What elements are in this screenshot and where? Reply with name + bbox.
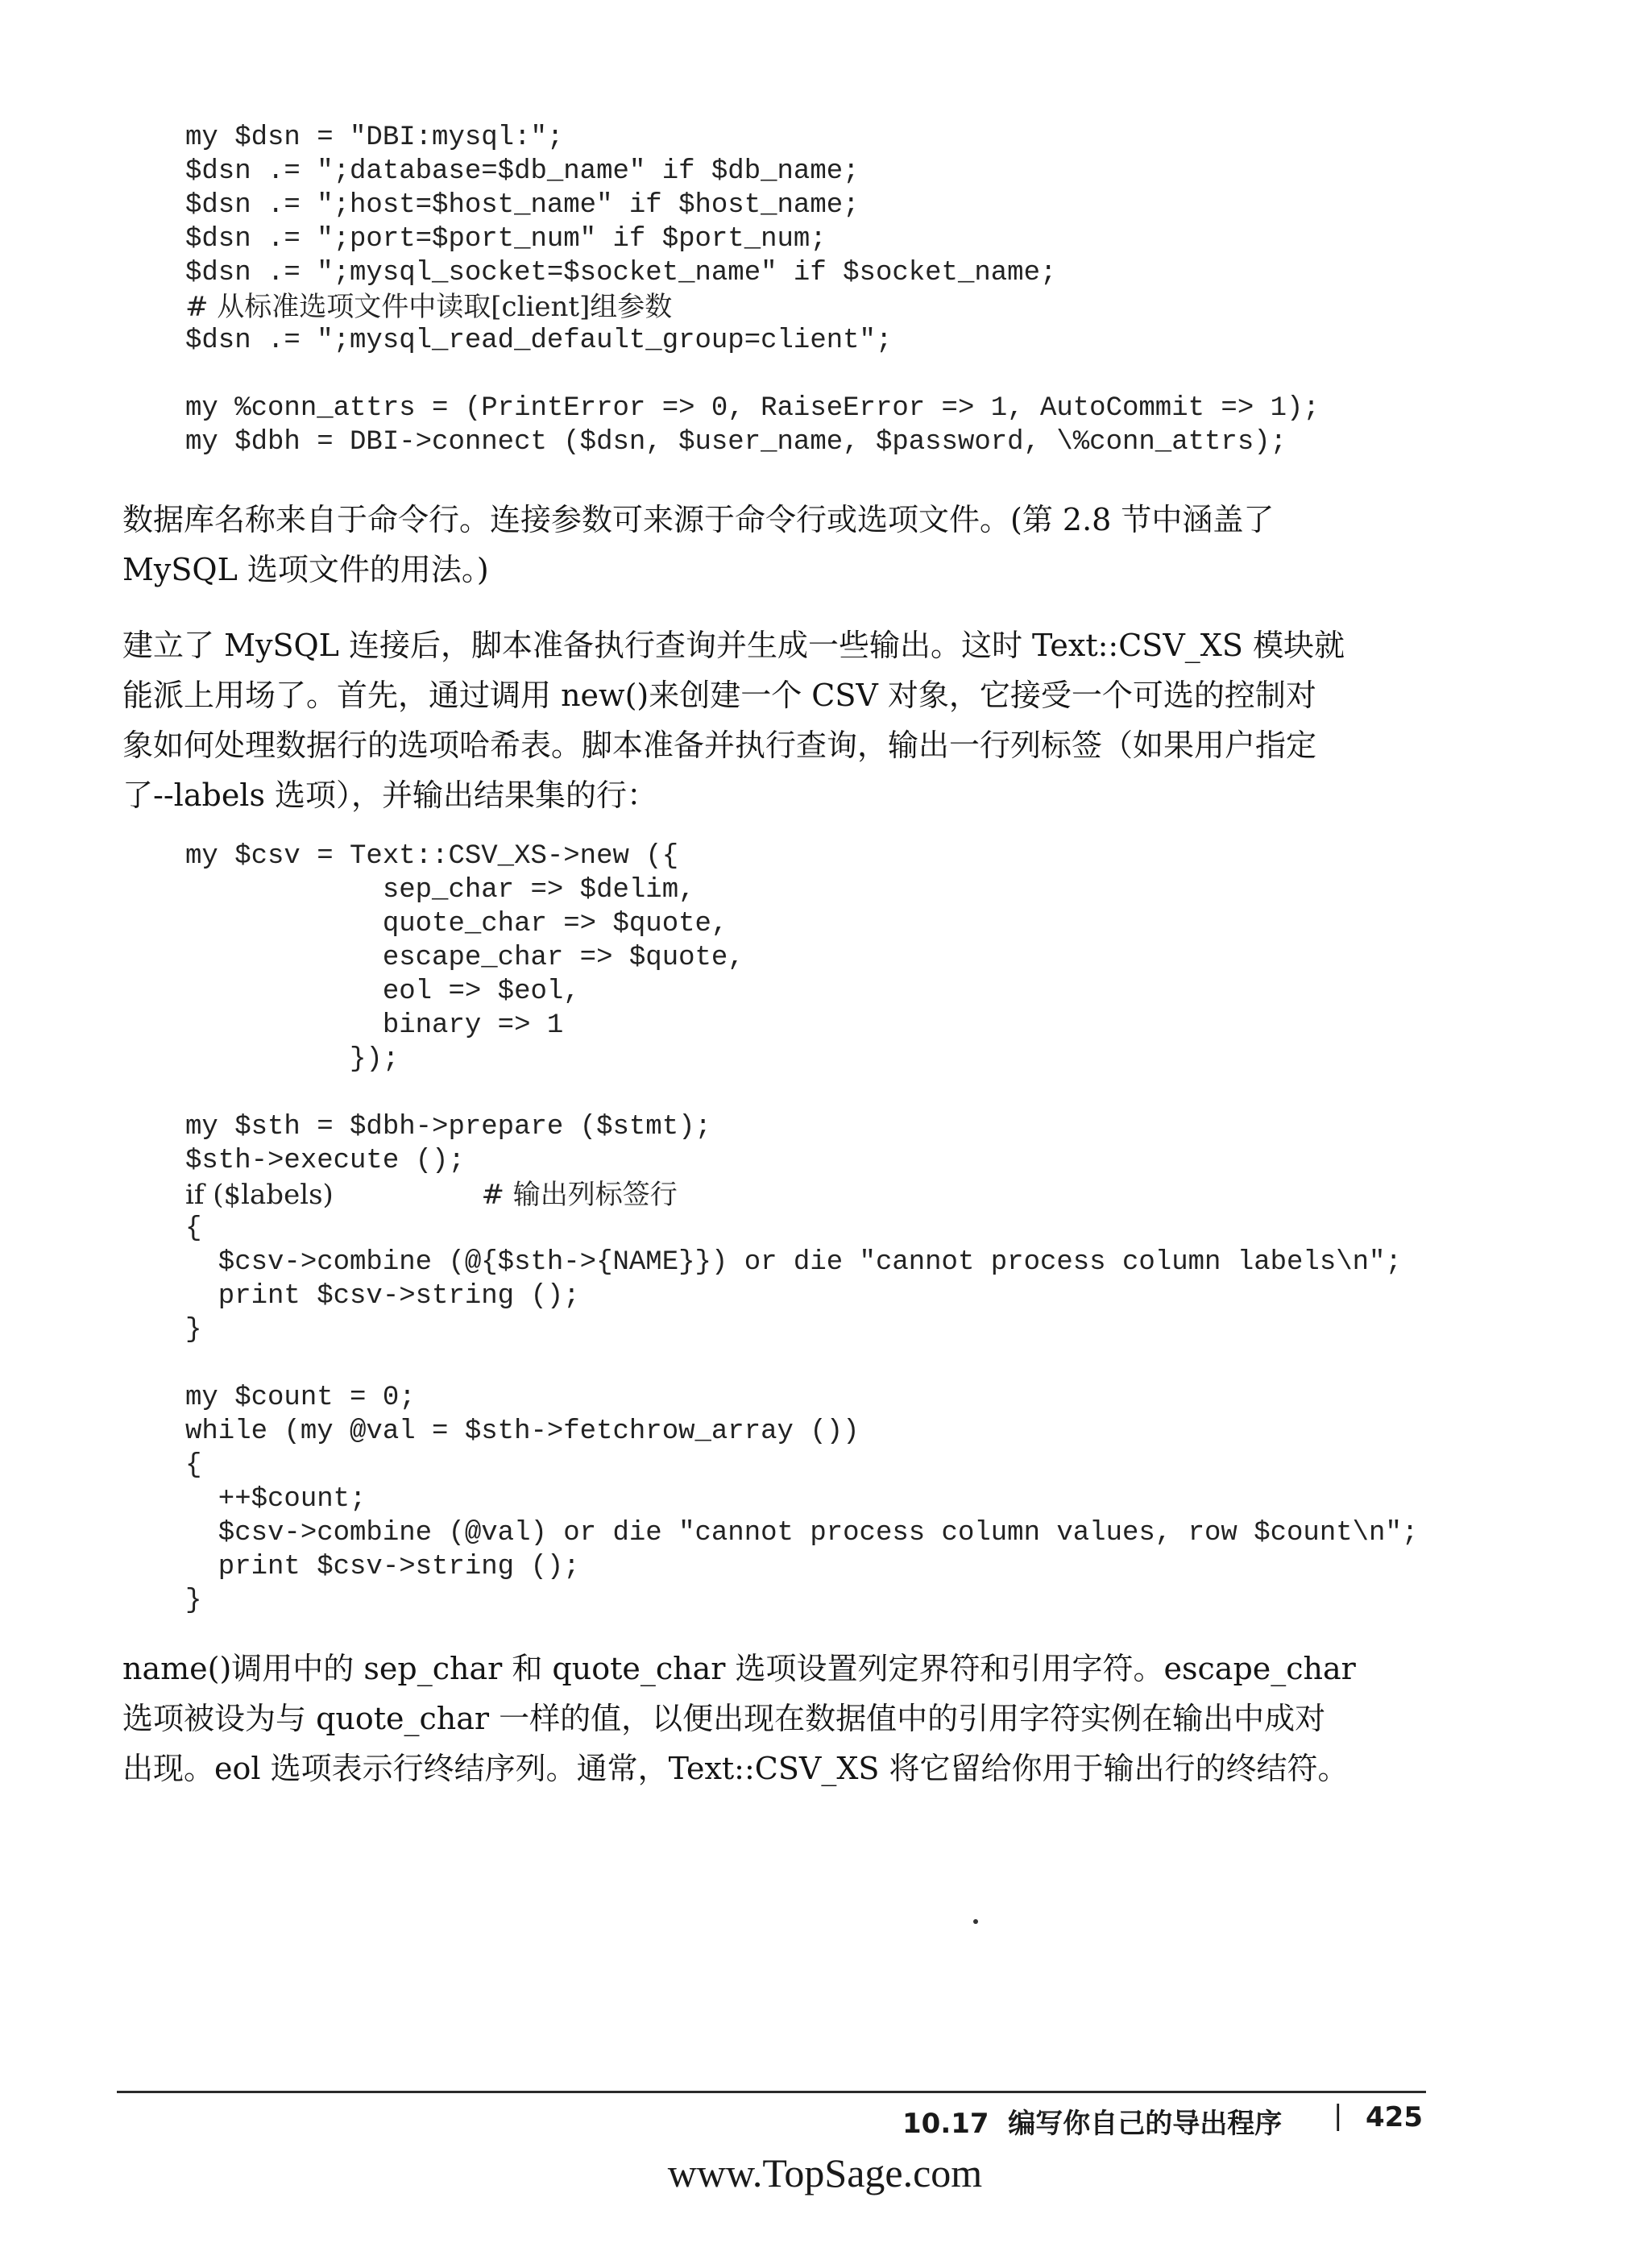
footer-section-title: 10.17 编写你自己的导出程序 (902, 2108, 1283, 2140)
code-line (185, 1347, 1442, 1381)
code-line: quote_char => $quote, (185, 909, 728, 939)
paragraph-database-name (122, 495, 1403, 595)
code-line: my $count = 0; (185, 1383, 416, 1413)
code-line (185, 358, 1442, 392)
code-line: $dsn .= ";mysql_read_default_group=client"; (185, 325, 893, 356)
code-line: print $csv->string (); (185, 1552, 580, 1582)
paragraph-line: 出现。eol 选项表示行终结序列。通常，Text::CSV_XS 将它留给你用于输出行的终结符。 (122, 1751, 1349, 1786)
code-line: $csv->combine (@val) or die "cannot process column values, row $count\n"; (185, 1518, 1419, 1549)
code-block-dsn-connect (185, 121, 1442, 459)
footer-divider (117, 2091, 1426, 2093)
paragraph-line: 了--labels 选项），并输出结果集的行： (122, 777, 658, 813)
paragraph-line: 选项被设为与 quote_char 一样的值，以便出现在数据值中的引用字符实例在输出中成对 (122, 1701, 1326, 1736)
paragraph-line: 建立了 MySQL 连接后，脚本准备执行查询并生成一些输出。这时 Text::CSV_XS 模块就 (122, 628, 1345, 663)
code-line: eol => $eol, (185, 976, 580, 1007)
code-line: }); (185, 1044, 400, 1075)
code-line: $dsn .= ";database=$db_name" if $db_name; (185, 156, 860, 187)
code-line: escape_char => $quote, (185, 943, 744, 973)
watermark-url: www.TopSage.com (667, 2150, 983, 2195)
code-line: $dsn .= ";host=$host_name" if $host_name; (185, 190, 860, 221)
code-line: { (185, 1450, 202, 1481)
paragraph-line: name()调用中的 sep_char 和 quote_char 选项设置列定界符和引用字符。escape_char (122, 1651, 1356, 1686)
code-line: } (185, 1586, 202, 1616)
scan-speck (973, 1919, 978, 1924)
paragraph-line: 能派上用场了。首先，通过调用 new()来创建一个 CSV 对象，它接受一个可选的控制对 (122, 678, 1316, 713)
paragraph-line: 数据库名称来自于命令行。连接参数可来源于命令行或选项文件。(第 2.8 节中涵盖了 (122, 502, 1275, 537)
code-line: my $dsn = "DBI:mysql:"; (185, 122, 564, 153)
code-line: $dsn .= ";port=$port_num" if $port_num; (185, 224, 827, 255)
code-line: my %conn_attrs = (PrintError => 0, RaiseError => 1, AutoCommit => 1); (185, 393, 1320, 424)
code-line: my $sth = $dbh->prepare ($stmt); (185, 1112, 711, 1142)
code-line: $csv->combine (@{$sth->{NAME}}) or die "cannot process column labels\n"; (185, 1247, 1402, 1278)
paragraph-line: 象如何处理数据行的选项哈希表。脚本准备并执行查询，输出一行列标签（如果用户指定 (122, 728, 1317, 763)
paragraph-line: MySQL 选项文件的用法。) (122, 552, 489, 587)
footer-separator: | (1333, 2100, 1343, 2132)
code-line: while (my @val = $sth->fetchrow_array ()) (185, 1416, 860, 1447)
code-line: $sth->execute (); (185, 1146, 465, 1176)
code-line: sep_char => $delim, (185, 875, 695, 906)
paragraph-csv-object (122, 620, 1403, 820)
page-number: 425 (1366, 2101, 1423, 2133)
code-line: my $dbh = DBI->connect ($dsn, $user_name, $password, \%conn_attrs); (185, 427, 1287, 458)
code-line (185, 1076, 1442, 1110)
code-line: $dsn .= ";mysql_socket=$socket_name" if $socket_name; (185, 258, 1057, 288)
code-comment-line: # 从标准选项文件中读取[client]组参数 (185, 291, 673, 323)
code-line: } (185, 1315, 202, 1345)
code-line: my $csv = Text::CSV_XS->new ({ (185, 841, 679, 872)
code-line: print $csv->string (); (185, 1281, 580, 1312)
paragraph-options-explanation (122, 1644, 1403, 1793)
code-line: { (185, 1213, 202, 1244)
code-block-csv-output (185, 840, 1442, 1618)
code-comment-line: if ($labels) # 输出列标签行 (185, 1179, 678, 1211)
code-line: binary => 1 (185, 1010, 564, 1041)
code-line: ++$count; (185, 1484, 367, 1515)
